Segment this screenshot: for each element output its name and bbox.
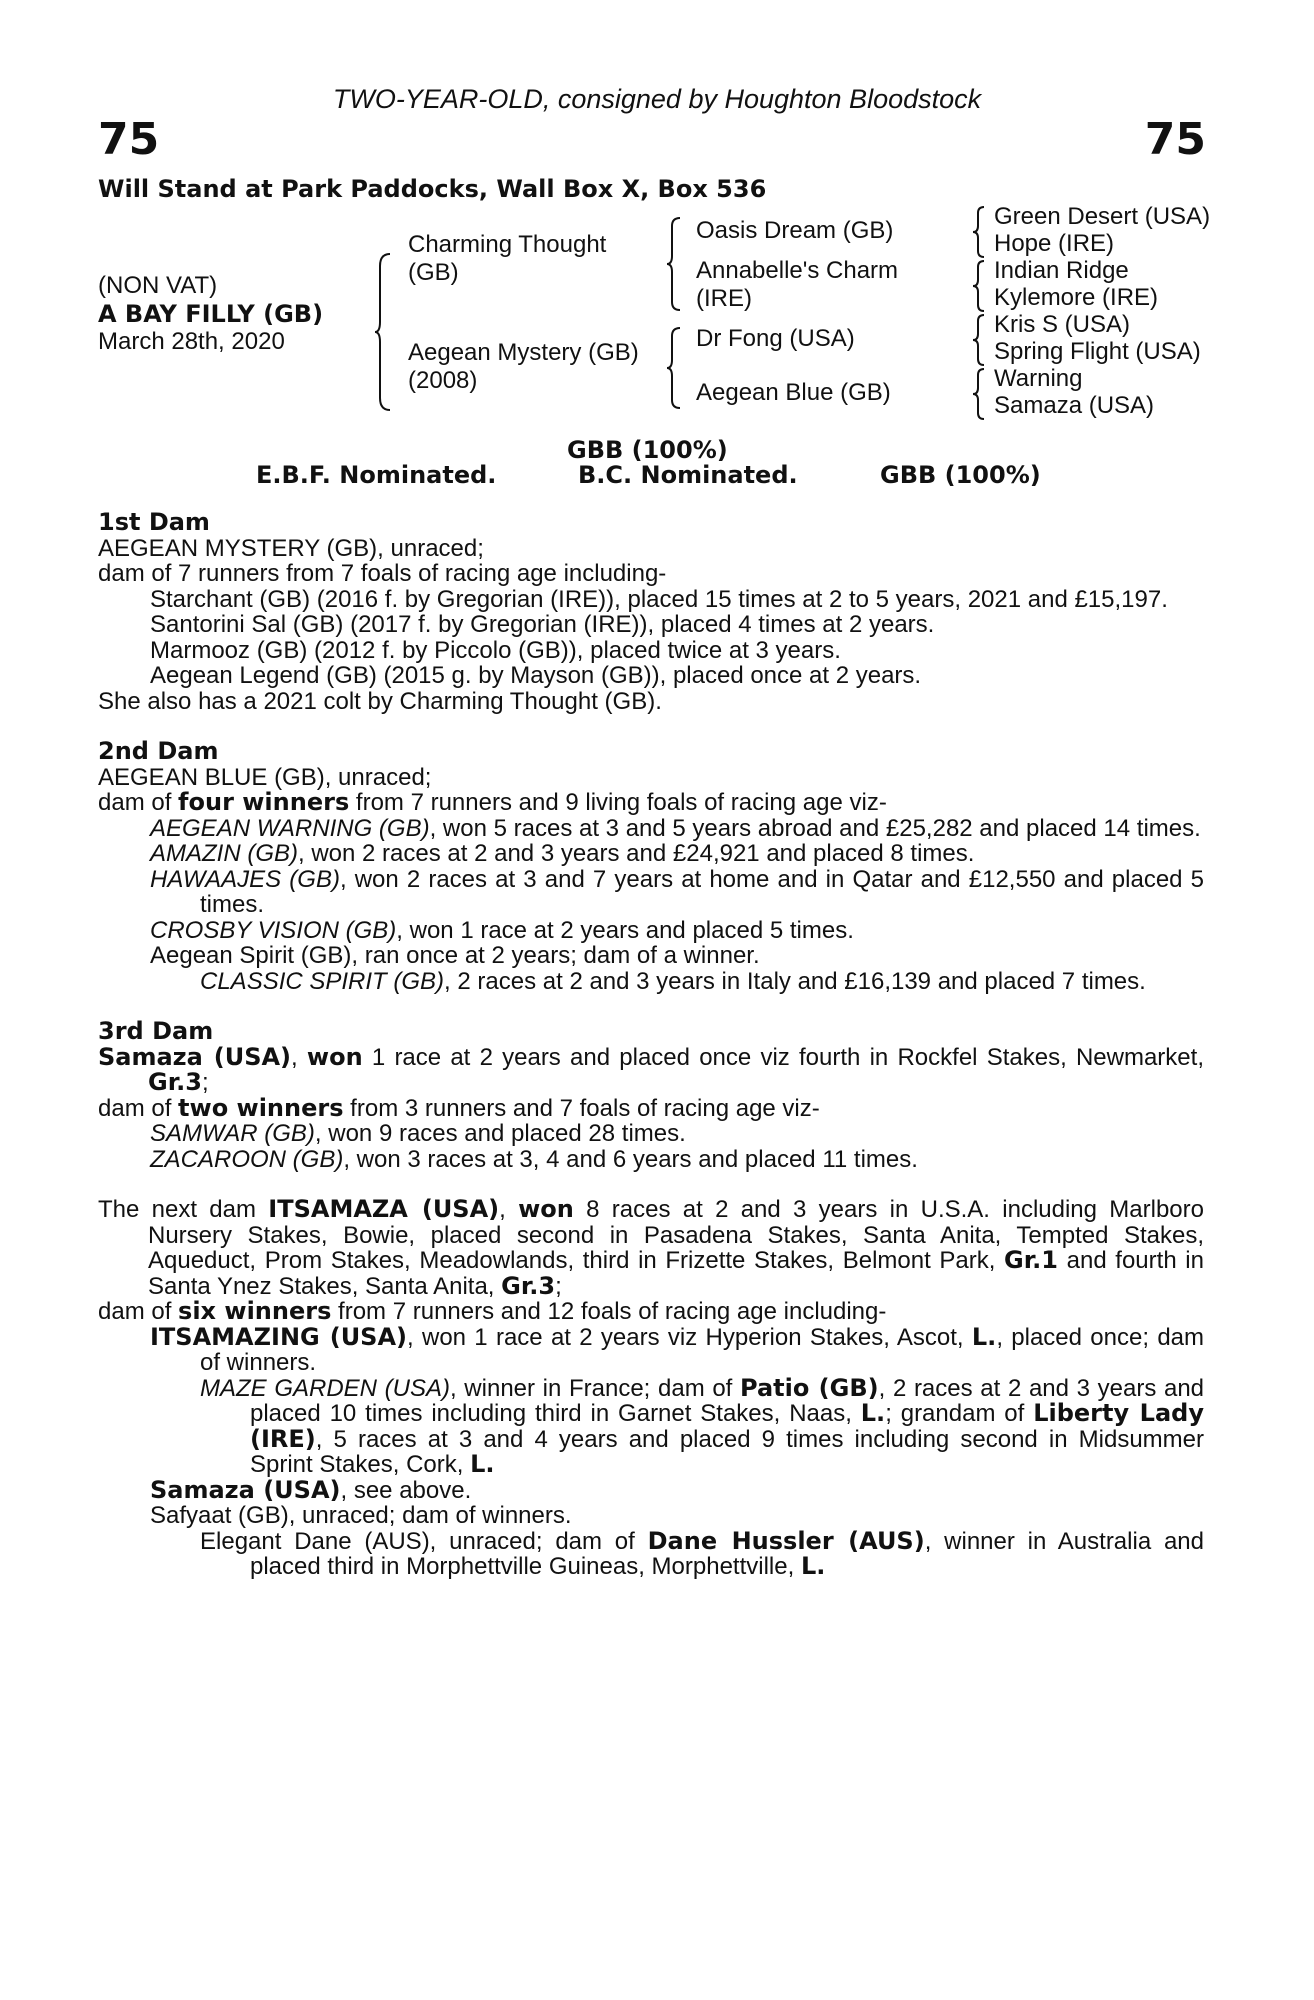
second-dam-progeny: HAWAAJES (GB), won 2 races at 3 and 7 years at home and in Qatar and £12,550 and placed 5 times. <box>150 865 1204 918</box>
first-dam-progeny: Aegean Legend (GB) (2015 g. by Mayson (GB)), placed once at 2 years. <box>150 662 922 689</box>
third-dam-produce-summary: dam of two winners from 3 runners and 7 foals of racing age viz- <box>98 1093 820 1122</box>
first-dam-note: She also has a 2021 colt by Charming Thought (GB). <box>98 687 662 715</box>
stand-location: Will Stand at Park Paddocks, Wall Box X, Box 536 <box>98 175 767 203</box>
first-dam-heading: 1st Dam <box>98 508 210 536</box>
second-dam-progeny: Aegean Spirit (GB), ran once at 2 years; dam of a winner. <box>150 942 760 969</box>
catalogue-body <box>98 510 1204 1580</box>
next-dam-grand-progeny: MAZE GARDEN (USA), winner in France; dam of Patio (GB), 2 races at 2 and 3 years and placed 10 times including third in Garnet Stakes, Naas, L.; grandam of Liberty Lady (IRE), 5 races at 3 and 4 years and placed 9 times including second in Midsummer Sprint Stakes, Cork, L. <box>200 1373 1205 1478</box>
gbb-status-right: GBB (100%) <box>880 461 1041 489</box>
vat-status: (NON VAT) <box>98 272 218 299</box>
dam-name: Aegean Mystery (GB) <box>408 339 639 366</box>
foaling-date: March 28th, 2020 <box>98 328 285 355</box>
gbb-status-top: GBB (100%) <box>567 436 728 464</box>
pedigree-brace-main <box>374 252 392 412</box>
next-dam-produce-summary: dam of six winners from 7 runners and 12 foals of racing age including- <box>98 1297 887 1325</box>
pedigree-brace-g1 <box>972 205 986 259</box>
sire-origin: (GB) <box>408 259 459 286</box>
first-dam-line: AEGEAN MYSTERY (GB), unraced; <box>98 534 484 562</box>
catalogue-subtitle: TWO-YEAR-OLD, consigned by Houghton Bloodstock <box>332 84 982 114</box>
second-dam-grand-progeny: CLASSIC SPIRIT (GB), 2 races at 2 and 3 years in Italy and £16,139 and placed 7 times. <box>200 967 1146 995</box>
pedigree-brace-g2 <box>972 259 986 313</box>
sire-name: Charming Thought <box>408 231 607 258</box>
gg-dam-sire-dam: Spring Flight (USA) <box>994 338 1201 365</box>
pedigree-brace-dam <box>666 326 682 410</box>
gg-dam-dam-sire: Warning <box>994 365 1083 392</box>
lot-number-right: 75 <box>1144 114 1206 165</box>
great-grandparents <box>994 203 1210 419</box>
third-dam-progeny: ZACAROON (GB), won 3 races at 3, 4 and 6 years and placed 11 times. <box>150 1145 918 1173</box>
second-dam-progeny: AEGEAN WARNING (GB), won 5 races at 3 and 5 years abroad and £25,282 and placed 14 times. <box>150 814 1201 842</box>
sire <box>408 231 606 287</box>
dam-sire: Dr Fong (USA) <box>696 325 855 352</box>
second-dam-heading: 2nd Dam <box>98 737 219 765</box>
gg-sire-dam-dam: Kylemore (IRE) <box>994 284 1159 311</box>
sire-dam-origin: (IRE) <box>696 285 752 312</box>
next-dam-line: The next dam ITSAMAZA (USA), won 8 races at 2 and 3 years in U.S.A. including Marlboro Nursery Stakes, Bowie, placed second in Pasadena Stakes, Santa Anita, Tempted Stakes, Aqueduct, Prom Stakes, Meadowlands, third in Frizette Stakes, Belmont Park, Gr.1 and fourth in Santa Ynez Stakes, Santa Anita, Gr.3; <box>98 1195 1204 1300</box>
first-dam-progeny: Santorini Sal (GB) (2017 f. by Gregorian (IRE)), placed 4 times at 2 years. <box>150 611 935 638</box>
next-dam-grand-progeny: Elegant Dane (AUS), unraced; dam of Dane Hussler (AUS), winner in Australia and placed third in Morphettville Guineas, Morphettville, L. <box>200 1526 1205 1580</box>
bc-nominated: B.C. Nominated. <box>578 461 798 489</box>
second-dam-produce-summary: dam of four winners from 7 runners and 9 living foals of racing age viz- <box>98 788 887 816</box>
gg-sire-sire-dam: Hope (IRE) <box>994 230 1115 257</box>
dam-dam: Aegean Blue (GB) <box>696 379 891 406</box>
first-dam-progeny: Marmooz (GB) (2012 f. by Piccolo (GB)), placed twice at 3 years. <box>150 636 841 664</box>
third-dam-line: Samaza (USA), won 1 race at 2 years and placed once viz fourth in Rockfel Stakes, Newmarket, Gr.3; <box>98 1042 1204 1096</box>
sire-sire: Oasis Dream (GB) <box>696 217 894 244</box>
lot-number-left: 75 <box>98 114 160 165</box>
dam <box>408 339 639 395</box>
ebf-nominated: E.B.F. Nominated. <box>256 461 497 489</box>
first-dam-progeny: Starchant (GB) (2016 f. by Gregorian (IRE)), placed 15 times at 2 to 5 years, 2021 and £15,197. <box>150 585 1168 613</box>
third-dam-heading: 3rd Dam <box>98 1017 214 1045</box>
sire-dam <box>696 257 898 313</box>
next-dam-progeny: Safyaat (GB), unraced; dam of winners. <box>150 1502 572 1529</box>
second-dam-progeny: CROSBY VISION (GB), won 1 race at 2 years and placed 5 times. <box>150 916 854 944</box>
gg-sire-sire-sire: Green Desert (USA) <box>994 203 1211 230</box>
gg-dam-sire-sire: Kris S (USA) <box>994 311 1131 338</box>
next-dam-progeny: ITSAMAZING (USA), won 1 race at 2 years viz Hyperion Stakes, Ascot, L., placed once; dam of winners. <box>150 1322 1205 1376</box>
second-dam-progeny: AMAZIN (GB), won 2 races at 2 and 3 years and £24,921 and placed 8 times. <box>150 840 975 867</box>
horse-info <box>98 272 323 356</box>
third-dam-progeny: SAMWAR (GB), won 9 races and placed 28 times. <box>150 1120 686 1147</box>
next-dam-progeny: Samaza (USA), see above. <box>150 1475 472 1504</box>
second-dam-line: AEGEAN BLUE (GB), unraced; <box>98 763 432 791</box>
pedigree-brace-g3 <box>972 313 986 367</box>
first-dam-produce-summary: dam of 7 runners from 7 foals of racing age including- <box>98 560 667 587</box>
sire-dam-name: Annabelle's Charm <box>696 257 899 284</box>
horse-name: A BAY FILLY (GB) <box>98 300 324 328</box>
pedigree-brace-g4 <box>972 367 986 421</box>
gg-sire-dam-sire: Indian Ridge <box>994 257 1129 284</box>
pedigree-brace-sire <box>666 216 682 312</box>
dam-year: (2008) <box>408 367 478 394</box>
gg-dam-dam-dam: Samaza (USA) <box>994 392 1155 419</box>
